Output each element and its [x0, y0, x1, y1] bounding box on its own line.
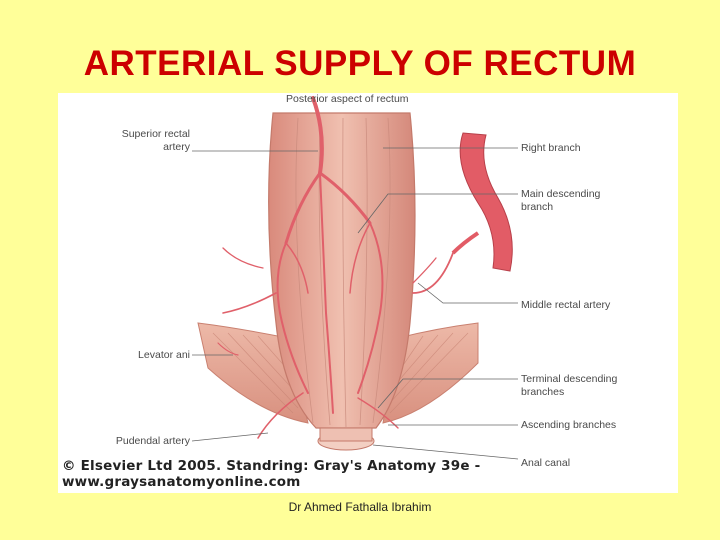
- label-main-descending-branch: Main descending branch: [521, 188, 601, 213]
- slide-title: ARTERIAL SUPPLY OF RECTUM: [83, 44, 637, 83]
- label-superior-rectal-artery: Superior rectal artery: [121, 128, 190, 153]
- label-pudendal-artery: Pudendal artery: [115, 435, 190, 447]
- copyright-notice: © Elsevier Ltd 2005. Standring: Gray's Anatomy 39e - www.graysanatomyonline.com: [62, 458, 481, 490]
- anatomy-figure: [58, 93, 678, 493]
- label-ascending-branches: Ascending branches: [521, 419, 617, 431]
- label-middle-rectal-artery: Middle rectal artery: [521, 299, 611, 311]
- slide-footer: Dr Ahmed Fathalla Ibrahim: [288, 500, 432, 514]
- label-right-branch: Right branch: [521, 142, 581, 154]
- figure-heading: Posterior aspect of rectum: [286, 93, 409, 105]
- label-levator-ani: Levator ani: [138, 349, 190, 361]
- label-anal-canal: Anal canal: [521, 457, 571, 469]
- rectum-wall: [269, 113, 415, 428]
- internal-iliac-vessel: [460, 133, 512, 271]
- label-terminal-descending-branches: Terminal descending branches: [521, 373, 618, 398]
